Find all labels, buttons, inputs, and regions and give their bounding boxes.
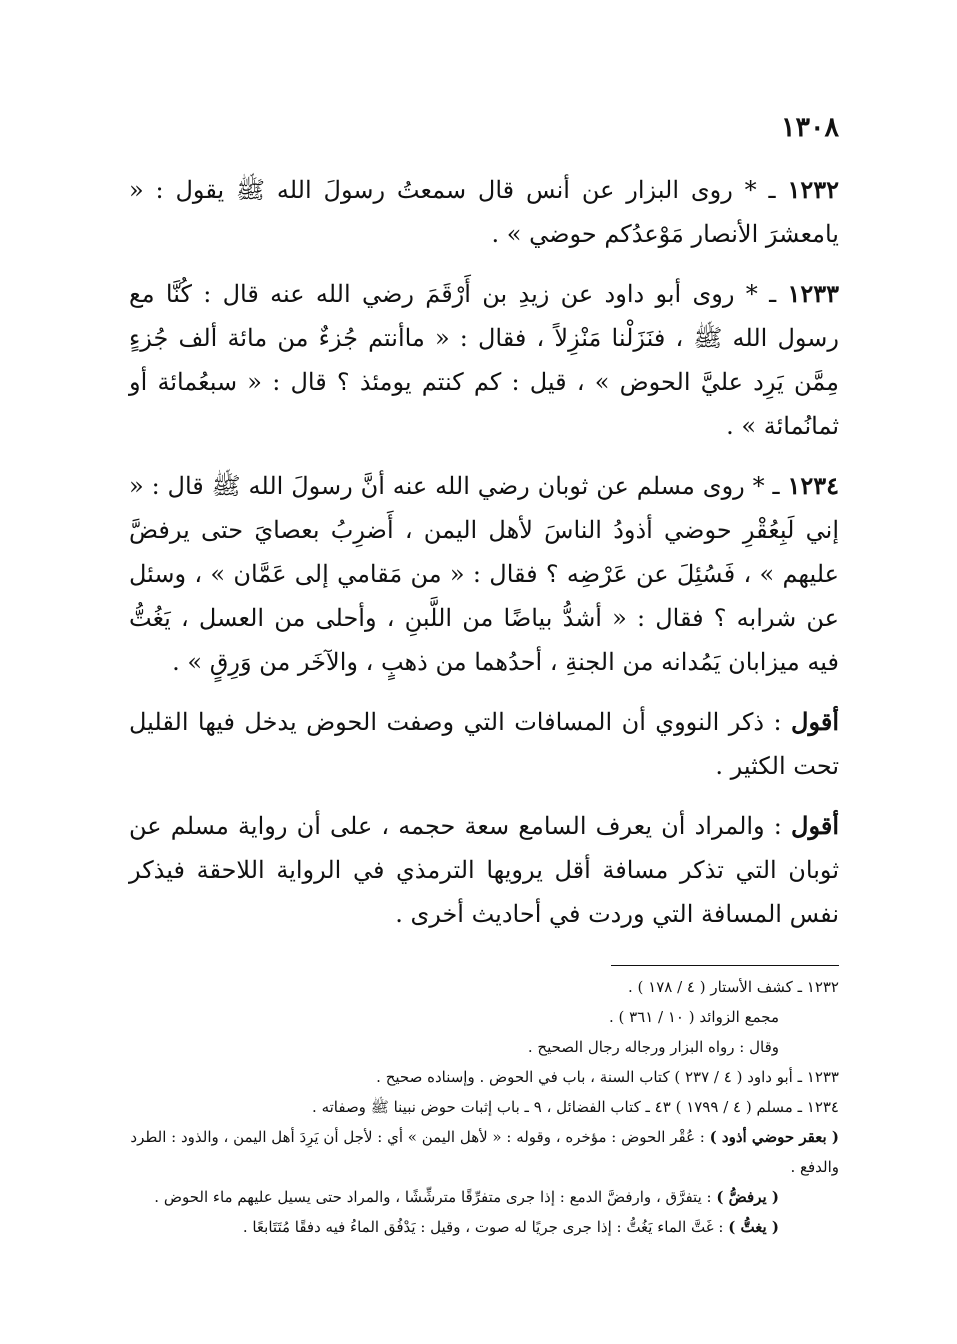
gloss-term: ( يغتُّ )	[728, 1218, 779, 1236]
hadith-1233	[129, 272, 839, 448]
commentary-lead: أقول	[791, 811, 839, 840]
gloss-text: : غَتَّ الماء يَغُتُّ : إذا جرى جريًا له صوت ، وقيل : يَدْفُق الماءُ فيه دفقًا مُتَتَابعًا .	[242, 1218, 729, 1236]
hadith-text: ـ * روى البزار عن أنس قال سمعتُ رسولَ الله ﷺ يقول : « يامعشرَ الأنصار مَوْعدُكم حوضي » .	[129, 176, 839, 248]
footnote: ١٢٣٢ ـ كشف الأستار ( ٤ / ١٧٨ ) .	[628, 978, 839, 996]
footnote: ١٢٣٣ ـ أبو داود ( ٤ / ٢٣٧ ) كتاب السنة ، باب في الحوض . وإسناده صحيح .	[376, 1068, 839, 1086]
gloss-term: ( بعقر حوضي أذود )	[709, 1128, 839, 1146]
commentary-2	[129, 804, 839, 936]
footnote-divider	[611, 965, 839, 966]
hadith-number: ١٢٣٣	[787, 279, 839, 308]
hadith-number: ١٢٣٤	[787, 471, 839, 500]
gloss-text: : يتفرَّق ، وارفضَّ الدمع : إذا جرى متفرِّقًا مترشِّشًا ، والمراد حتى يسيل عليهم ماء الحوض .	[154, 1188, 717, 1206]
main-text	[129, 168, 839, 952]
commentary-lead: أقول	[791, 707, 839, 736]
gloss-text: : عُقْر الحوض : مؤخره ، وقوله : « لأهل اليمن » أي : لأجل أن يَرِدَ أهل اليمن ، والذود : الطرد والدفع .	[130, 1128, 839, 1176]
footnote-gloss	[129, 1212, 839, 1242]
footnote: مجمع الزوائد ( ١٠ / ٣٦١ ) .	[608, 1008, 779, 1026]
hadith-text: ـ * روى مسلم عن ثوبان رضي الله عنه أنَّ رسولَ الله ﷺ قال : « إني لَبِعُقْرِ حوضي أذودُ الناسَ لأهل اليمن ، أَضرِبُ بعصايَ حتى يرفضَّ عليهم » ، فَسُئِلَ عن عَرْضِه ؟ فقال : « من مَقامي إلى عَمَّان » ، وسئل عن شرابه ؟ فقال : « أشدُّ بياضًا من اللَّبنِ ، وأحلى من العسل ، يَغُتُّ فيه ميزابان يَمُدانه من الجنةِ ، أحدُهما من ذهبٍ ، والآخَر من وَرِقٍ » .	[129, 472, 839, 676]
footnotes	[129, 965, 839, 1242]
commentary-text: : والمراد أن يعرف السامع سعة حجمه ، على أن رواية مسلم عن ثوبان التي تذكر مسافة أقل يرويها الترمذي في الرواية اللاحقة فيذكر نفس المسافة التي وردت في أحاديث أخرى .	[129, 812, 839, 928]
commentary-text: : ذكر النووي أن المسافات التي وصفت الحوض يدخل فيها القليل تحت الكثير .	[129, 708, 839, 780]
footnote-gloss	[129, 1122, 839, 1182]
hadith-number: ١٢٣٢	[787, 175, 839, 204]
hadith-1232	[129, 168, 839, 256]
footnote-gloss	[129, 1182, 839, 1212]
page-number: ١٣٠٨	[780, 112, 839, 143]
gloss-term: ( يرفضُّ )	[716, 1188, 779, 1206]
commentary-1	[129, 700, 839, 788]
footnote: ١٢٣٤ ـ مسلم ( ٤ / ١٧٩٩ ) ٤٣ ـ كتاب الفضائل ، ٩ ـ باب إثبات حوض نبينا ﷺ وصفاته .	[312, 1098, 839, 1116]
hadith-text: ـ * روى أبو داود عن زيدِ بن أَرْقَمَ رضي الله عنه قال : كُنَّا مع رسول الله ﷺ ، فنَزَلْنا مَنْزِلاً ، فقال : « ماأنتم جُزءٌ من مائة ألف جُزءٍ مِمَّن يَرِد عليَّ الحوض » ، قيل : كم كنتم يومئذ ؟ قال : « سبعُمائة أو ثمانُمائة » .	[129, 280, 839, 440]
footnote: وقال : رواه البزار ورجاله رجال الصحيح .	[527, 1038, 779, 1056]
hadith-1234	[129, 464, 839, 684]
